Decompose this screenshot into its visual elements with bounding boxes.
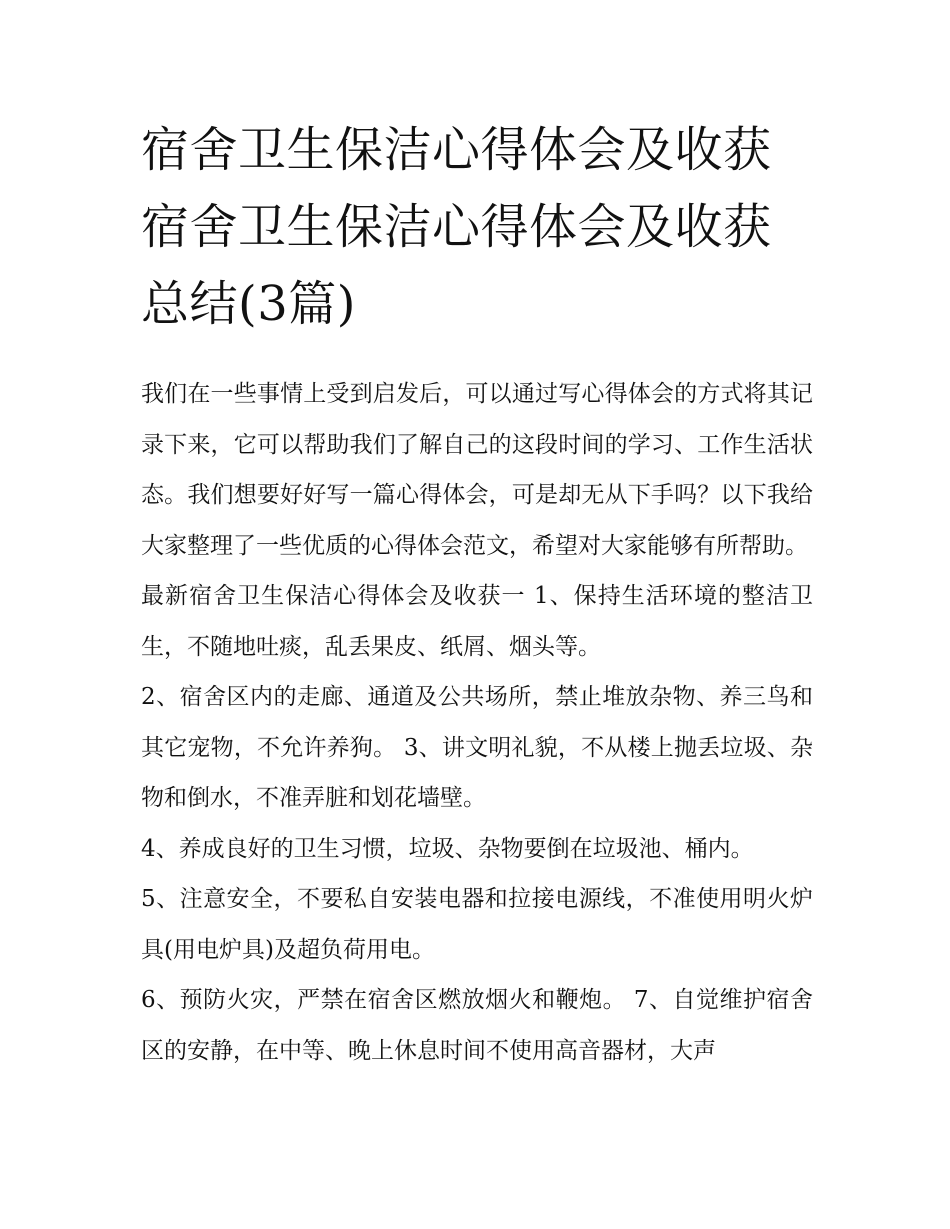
title-line-1: 宿舍卫生保洁心得体会及收获 xyxy=(141,122,772,178)
document-title xyxy=(141,112,813,343)
rule-paragraph-6-7: 6、预防火灾，严禁在宿舍区燃放烟火和鞭炮。 7、自觉维护宿舍区的安静，在中等、晚上休息时间不使用高音器材，大声 xyxy=(141,987,813,1064)
rule-paragraph-5: 5、注意安全，不要私自安装电器和拉接电源线，不准使用明火炉具(用电炉具)及超负荷用电。 xyxy=(141,886,813,963)
document-page xyxy=(141,112,813,1076)
title-line-3: 总结(3篇) xyxy=(141,276,356,332)
intro-paragraph: 我们在一些事情上受到启发后，可以通过写心得体会的方式将其记录下来，它可以帮助我们了解自己的这段时间的学习、工作生活状态。我们想要好好写一篇心得体会，可是却无从下手吗？以下我给大家整理了一些优质的心得体会范文，希望对大家能够有所帮助。 xyxy=(141,381,813,559)
rule-paragraph-1: 最新宿舍卫生保洁心得体会及收获一 1、保持生活环境的整洁卫生，不随地吐痰，乱丢果皮、纸屑、烟头等。 xyxy=(141,583,813,660)
document-body xyxy=(141,369,813,1076)
title-line-2: 宿舍卫生保洁心得体会及收获 xyxy=(141,199,772,255)
rule-paragraph-4: 4、养成良好的卫生习惯，垃圾、杂物要倒在垃圾池、桶内。 xyxy=(141,835,754,862)
rule-paragraph-2-3: 2、宿舍区内的走廊、通道及公共场所，禁止堆放杂物、养三鸟和其它宠物，不允许养狗。 3、讲文明礼貌，不从楼上抛丢垃圾、杂物和倒水，不准弄脏和划花墙壁。 xyxy=(141,684,813,811)
